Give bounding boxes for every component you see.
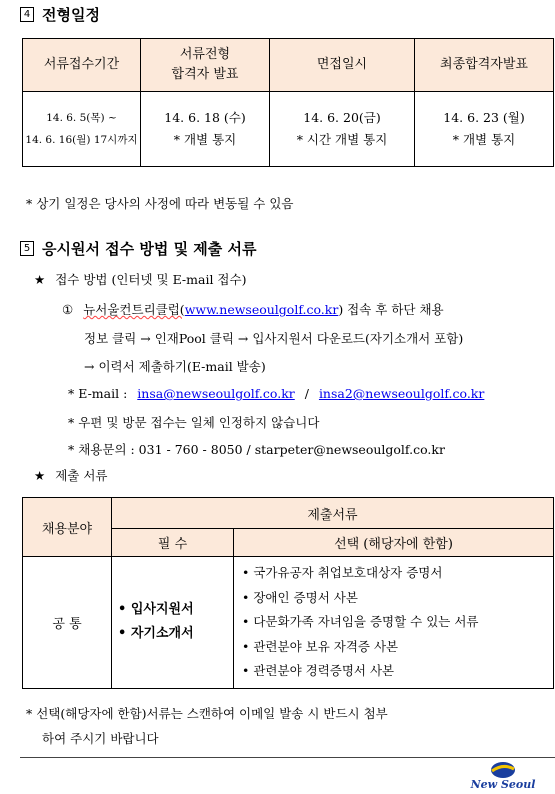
- star-icon: ★: [34, 272, 46, 287]
- header-document-result-line1: 서류전형: [179, 47, 231, 62]
- application-end: 14. 6. 16(월) 17시까지: [25, 134, 138, 146]
- circle-number-1: ①: [62, 302, 74, 317]
- new-seoul-logo: [455, 760, 550, 790]
- required-doc: • 입사지원서: [118, 602, 194, 618]
- cell-required-docs: [112, 557, 234, 689]
- section-number-box: 5: [20, 241, 34, 256]
- optional-doc: • 다문화가족 자녀임을 증명할 수 있는 서류: [242, 614, 479, 629]
- star-icon: ★: [34, 468, 46, 483]
- header-field: 채용분야: [23, 498, 112, 557]
- header-documents: 제출서류: [112, 498, 554, 529]
- logo-text: New Seoul: [470, 778, 536, 790]
- inquiry-line: * 채용문의 : 031 - 760 - 8050 / starpeter@newseoulgolf.co.kr: [68, 442, 445, 457]
- docs-note-line-2: 하여 주시기 바랍니다: [42, 731, 159, 746]
- postal-note: * 우편 및 방문 접수는 일체 인정하지 않습니다: [68, 415, 320, 430]
- schedule-note: * 상기 일정은 당사의 사정에 따라 변동될 수 있음: [26, 196, 294, 211]
- homepage-link[interactable]: www.newseoulgolf.co.kr: [184, 302, 339, 317]
- header-document-result: [141, 39, 270, 92]
- email-link-2[interactable]: insa2@newseoulgolf.co.kr: [318, 386, 485, 401]
- cell-final-result: [415, 92, 554, 167]
- header-document-result-line2: 합격자 발표: [171, 67, 239, 82]
- footer-divider: [20, 757, 555, 758]
- section-5-heading: 응시원서 접수 방법 및 제출 서류: [42, 240, 257, 258]
- email-separator: /: [304, 386, 309, 401]
- email-label: * E-mail :: [68, 386, 128, 401]
- document-result-note: * 개별 통지: [173, 132, 237, 147]
- header-final-result: 최종합격자발표: [415, 39, 554, 92]
- cell-interview-date: [270, 92, 415, 167]
- cell-application-period: [23, 92, 141, 167]
- final-result-date: 14. 6. 23 (월): [443, 110, 525, 125]
- required-doc: • 자기소개서: [118, 626, 194, 642]
- method-line-1: [62, 300, 444, 318]
- application-start: 14. 6. 5(목) ~: [46, 112, 117, 124]
- documents-table: [22, 497, 554, 689]
- method-heading: [34, 270, 246, 288]
- method-line-1-rest: ) 접속 후 하단 채용: [338, 302, 444, 317]
- section-4-title: [20, 4, 100, 25]
- method-line-3: → 이력서 제출하기(E-mail 발송): [84, 359, 266, 374]
- docs-heading-text: 제출 서류: [55, 468, 108, 483]
- schedule-table: [22, 38, 554, 167]
- email-line: [68, 386, 484, 401]
- optional-doc: • 관련분야 보유 자격증 사본: [242, 638, 399, 654]
- optional-doc: • 장애인 증명서 사본: [242, 589, 358, 605]
- header-application-period: 서류접수기간: [23, 39, 141, 92]
- docs-note-line-1: * 선택(해당자에 한함)서류는 스캔하여 이메일 발송 시 반드시 첨부: [26, 706, 388, 721]
- section-4-heading: 전형일정: [42, 6, 100, 24]
- interview-date: 14. 6. 20(금): [303, 110, 381, 125]
- final-result-note: * 개별 통지: [452, 132, 516, 147]
- interview-note: * 시간 개별 통지: [296, 132, 388, 147]
- optional-doc: • 관련분야 경력증명서 사본: [242, 663, 395, 678]
- header-interview-date: 면접일시: [270, 39, 415, 92]
- cell-field: 공 통: [23, 557, 112, 689]
- document-result-date: 14. 6. 18 (수): [164, 110, 246, 125]
- email-link-1[interactable]: insa@newseoulgolf.co.kr: [137, 386, 295, 401]
- header-optional: 선택 (해당자에 한함): [234, 529, 554, 557]
- optional-doc: • 국가유공자 취업보호대상자 증명서: [242, 565, 443, 580]
- method-heading-text: 접수 방법 (인터넷 및 E-mail 접수): [55, 272, 247, 287]
- section-5-title: [20, 238, 256, 259]
- method-line-2: 정보 클릭 → 인재Pool 클릭 → 입사지원서 다운로드(자기소개서 포함): [84, 331, 464, 346]
- logo-icon: [455, 760, 550, 790]
- cell-document-result: [141, 92, 270, 167]
- cell-optional-docs: [234, 557, 554, 689]
- section-number-box: 4: [20, 7, 34, 22]
- docs-heading: [34, 466, 107, 484]
- club-name: 뉴서울컨트리클럽(: [83, 302, 185, 317]
- header-required: 필 수: [112, 529, 234, 557]
